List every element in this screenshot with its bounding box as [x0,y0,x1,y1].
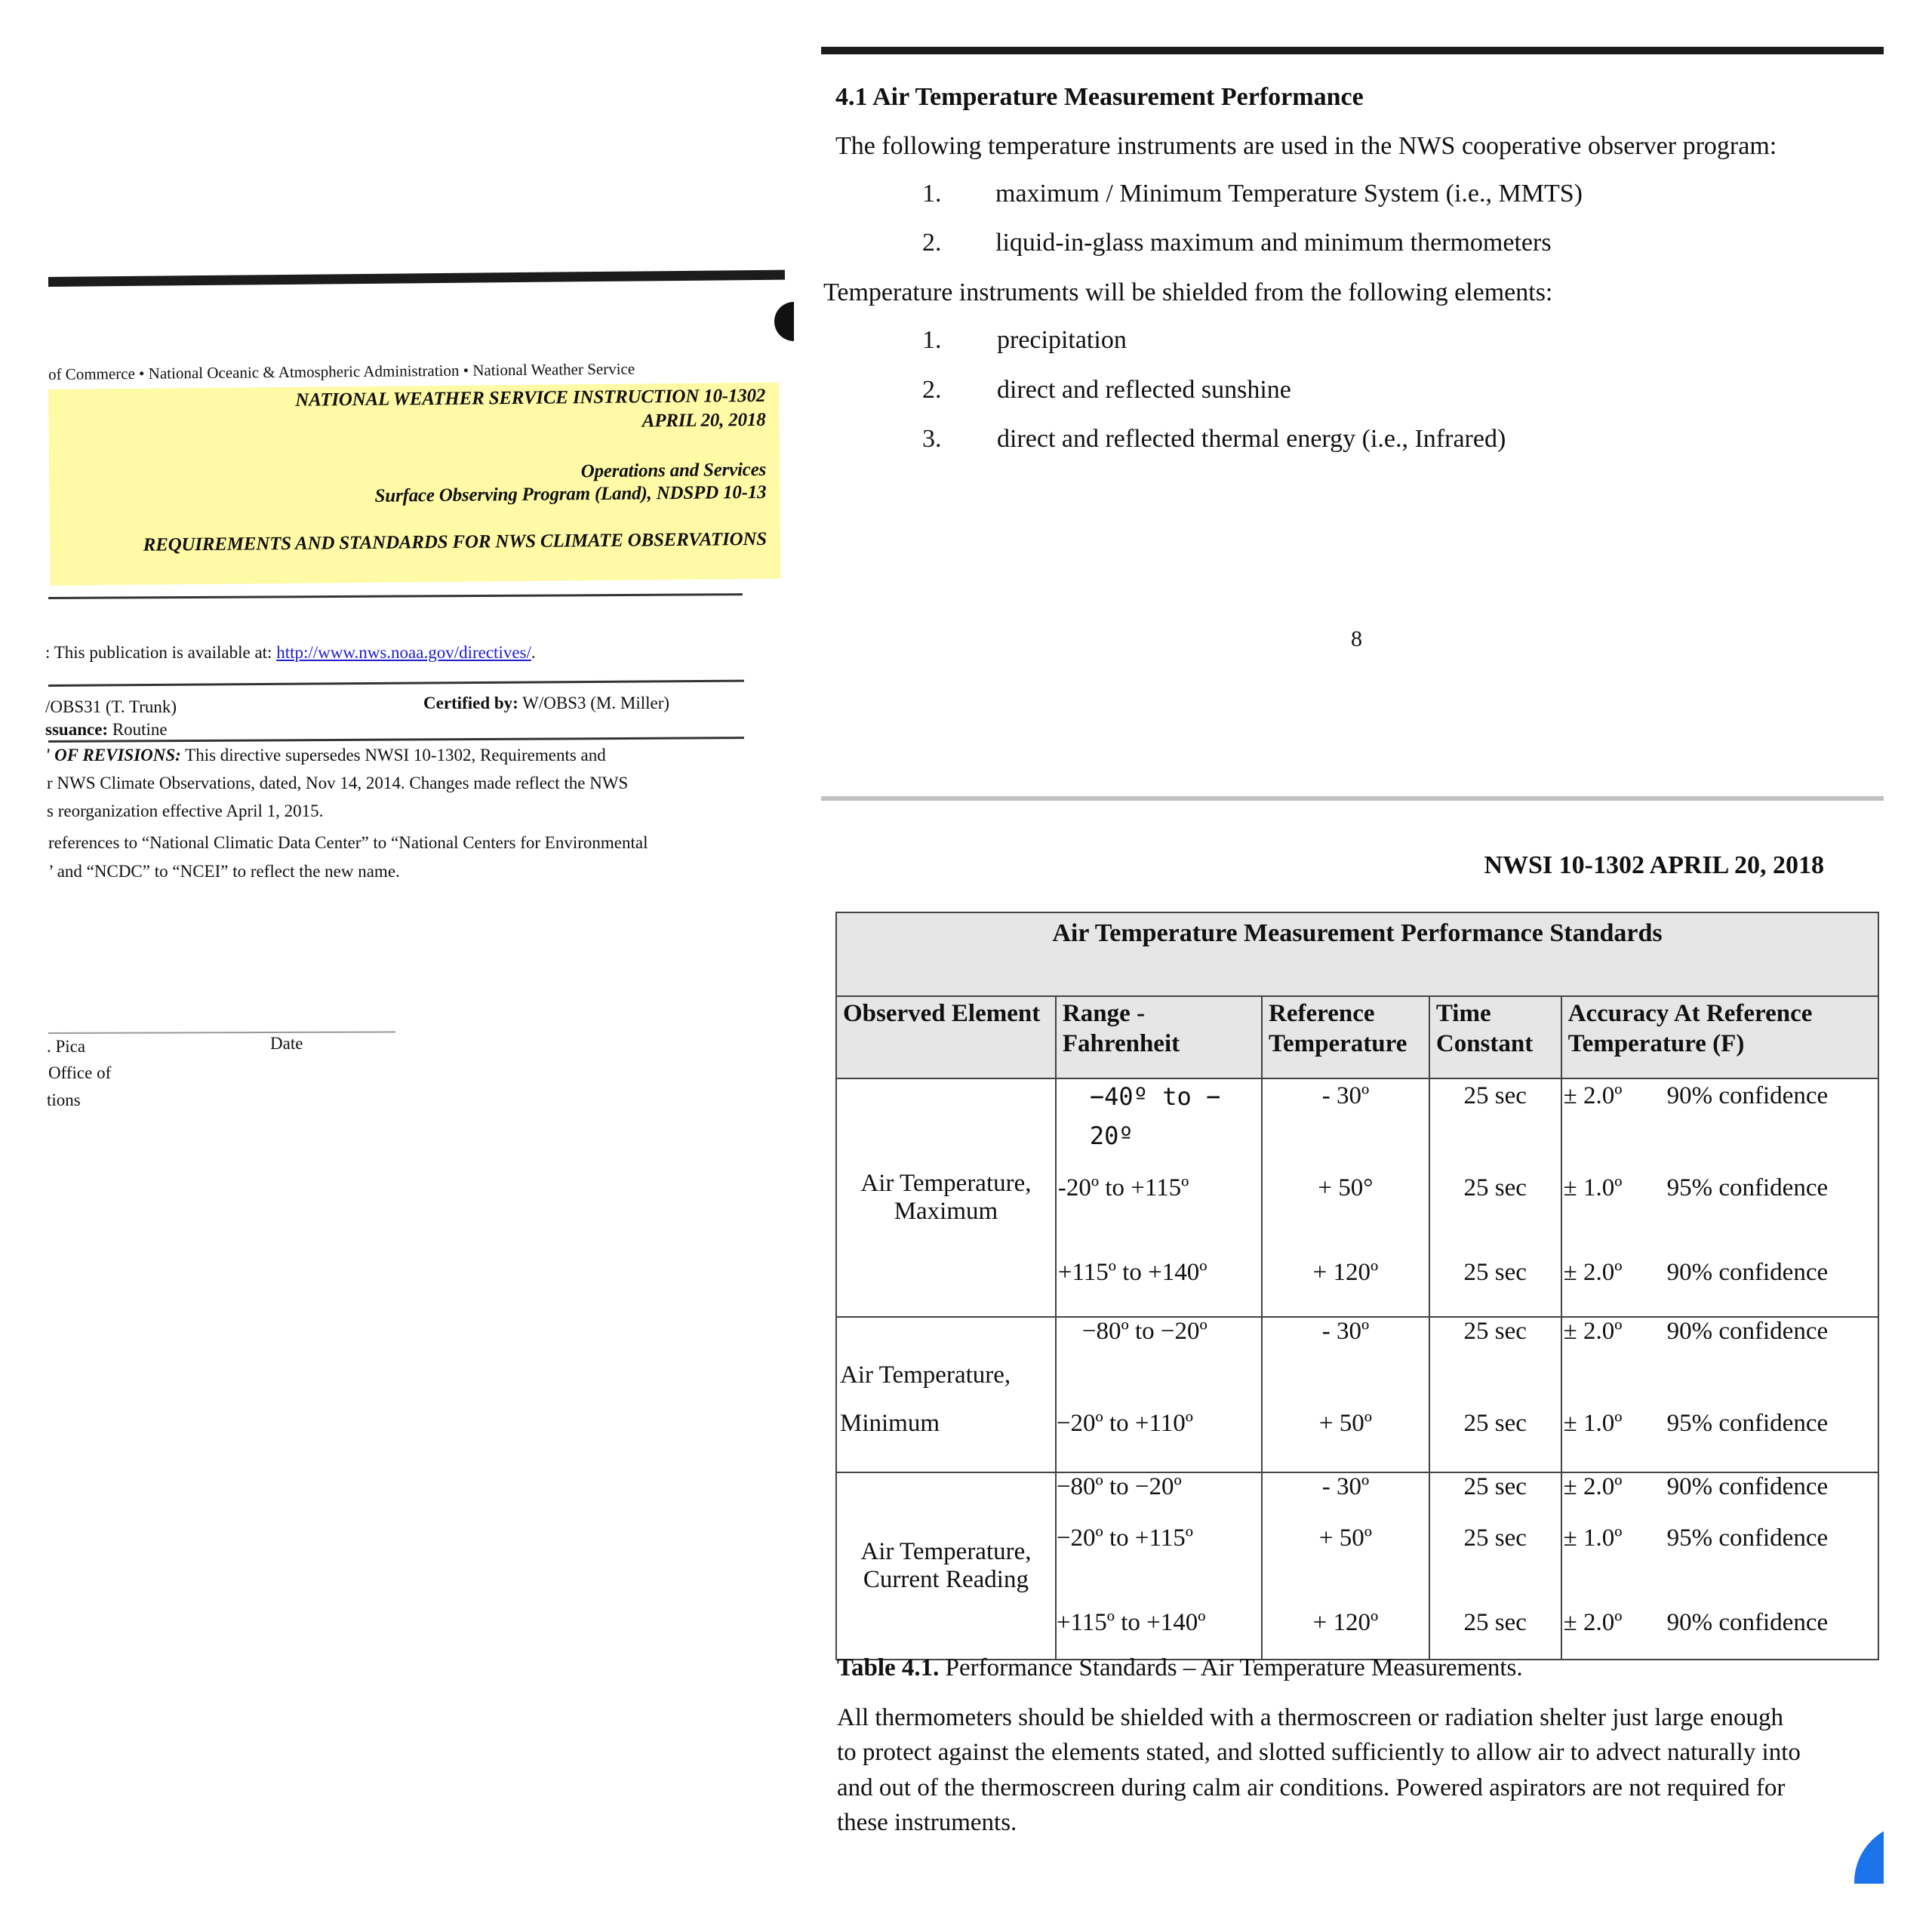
confidence-value: 90% confidence [1666,1609,1829,1636]
element-label: Air Temperature, [840,1361,1011,1389]
revisions-line-1 [45,746,606,765]
element-label: Minimum [840,1410,940,1437]
list-number: 2. [922,229,942,257]
revisions-line-3: s reorganization effective April 1, 2015. [47,801,324,820]
list-number: 3. [922,425,942,453]
reference-value: - 30º [1321,1473,1370,1500]
confidence-value: 90% confidence [1666,1318,1829,1345]
opr-line: /OBS31 (T. Trunk) [45,697,177,716]
divider [48,680,744,687]
header-rule-thick [48,270,785,287]
observed-element-current: Air Temperature, Current Reading [836,1472,1056,1660]
confidence-value: 90% confidence [1666,1259,1829,1286]
list-item: maximum / Minimum Temperature System (i.e., MMTS) [995,180,1583,208]
page-number: 8 [1351,626,1362,651]
certified-line [423,694,669,713]
availability-suffix: . [531,643,536,662]
reference-value: + 120º [1312,1259,1379,1286]
caption-text: Performance Standards – Air Temperature Measurements. [939,1654,1523,1681]
directives-link[interactable]: http://www.nws.noaa.gov/directives/ [276,643,531,662]
logo-fragment [774,302,794,341]
observed-element-minimum [836,1317,1056,1472]
observed-element-maximum: Air Temperature, Maximum [836,1078,1056,1317]
range-value: -20º to +115º [1057,1174,1189,1201]
page-top-rule [821,47,1884,54]
time-value: 25 sec [1463,1473,1527,1500]
reference-value: - 30º [1321,1318,1370,1345]
signer-office-cont: tions [47,1091,81,1109]
agency-line: of Commerce • National Oceanic & Atmospheric Administration • National Weather Service [48,359,635,383]
reference-cell [1262,1317,1429,1472]
availability-line [45,643,536,663]
shield-intro: Temperature instruments will be shielded from the following elements: [823,278,1553,306]
references-line-2: ’ and “NCDC” to “NCEI” to reflect the new name. [48,862,400,881]
list-item: direct and reflected sunshine [997,376,1291,404]
accuracy-value: ± 1.0º [1563,1524,1623,1552]
table-title: Air Temperature Measurement Performance Standards [836,912,1878,996]
signature-rule [48,1031,395,1034]
paragraph-line: to protect against the elements stated, and slotted sufficiently to allow air to advect naturally into [837,1739,1801,1766]
confidence-value: 90% confidence [1666,1473,1829,1500]
paragraph-line: All thermometers should be shielded with a thermoscreen or radiation shelter just large enough [837,1704,1783,1731]
accuracy-value: ± 2.0º [1563,1259,1623,1286]
table-row-group-maximum [836,1078,1878,1317]
revisions-label: ' OF REVISIONS: [45,746,181,764]
table-row-group-current [836,1472,1878,1660]
range-cell [1056,1472,1262,1660]
col-header-time-constant: Time Constant [1429,996,1561,1078]
reference-value: + 120º [1312,1609,1379,1636]
floating-action-button-edge[interactable] [1854,1823,1913,1884]
time-value: 25 sec [1463,1524,1527,1552]
list-number: 1. [922,180,942,208]
list-item: liquid-in-glass maximum and minimum thermometers [995,229,1552,257]
accuracy-cell [1561,1317,1878,1472]
paragraph-line: and out of the thermoscreen during calm air conditions. Powered aspirators are not required for [837,1774,1786,1801]
list-number: 1. [922,326,942,354]
range-cell [1056,1317,1262,1472]
performance-standards-table [835,912,1879,1660]
reference-value: + 50° [1318,1174,1374,1201]
accuracy-value: ± 2.0º [1563,1473,1623,1500]
revisions-line-2: r NWS Climate Observations, dated, Nov 14, 2014. Changes made reflect the NWS [47,774,629,792]
divider [48,593,743,599]
paragraph-line: these instruments. [837,1809,1017,1836]
range-value: +115º to +140º [1056,1609,1206,1636]
revisions-text: This directive supersedes NWSI 10-1302, Requirements and [180,746,606,764]
range-value: −20º to +110º [1056,1410,1194,1437]
table-title-row [836,912,1878,996]
reference-cell [1262,1472,1429,1660]
time-value: 25 sec [1463,1082,1527,1109]
page-break-divider [821,796,1884,801]
accuracy-value: ± 2.0º [1563,1082,1623,1109]
time-value: 25 sec [1463,1410,1527,1437]
time-value: 25 sec [1463,1259,1527,1286]
signer-name: . Pica [47,1037,86,1056]
confidence-value: 90% confidence [1666,1082,1829,1109]
instruction-date: APRIL 20, 2018 [641,409,766,432]
reference-cell [1262,1078,1429,1317]
time-cell [1429,1078,1561,1317]
accuracy-cell [1561,1078,1878,1317]
list-item: direct and reflected thermal energy (i.e., Infrared) [997,425,1506,453]
col-header-reference-temp: Reference Temperature [1262,996,1429,1078]
time-cell [1429,1317,1561,1472]
table-row-group-minimum [836,1317,1878,1472]
confidence-value: 95% confidence [1666,1174,1829,1201]
issuance-line [45,720,168,740]
accuracy-value: ± 2.0º [1563,1609,1623,1636]
signature-date-label: Date [270,1034,303,1053]
time-value: 25 sec [1463,1318,1527,1345]
accuracy-value: ± 2.0º [1563,1318,1623,1345]
range-value: −80º to −20º [1056,1473,1182,1500]
table-header-row [836,996,1878,1078]
references-line-1: references to “National Climatic Data Center” to “National Centers for Environmental [48,833,648,852]
intro-paragraph: The following temperature instruments are used in the NWS cooperative observer program: [835,132,1777,160]
accuracy-value: ± 1.0º [1563,1410,1623,1437]
list-number: 2. [922,376,942,404]
section-heading: 4.1 Air Temperature Measurement Performance [835,83,1364,111]
reference-value: - 30º [1321,1082,1370,1109]
time-value: 25 sec [1463,1174,1527,1201]
signer-office: Office of [48,1063,112,1082]
availability-prefix: : This publication is available at: [45,643,277,662]
time-value: 25 sec [1463,1609,1527,1636]
issuance-value: Routine [108,720,168,739]
confidence-value: 95% confidence [1666,1410,1829,1437]
reference-value: + 50º [1318,1410,1372,1437]
running-header: NWSI 10-1302 APRIL 20, 2018 [1484,851,1824,879]
caption-label: Table 4.1. [837,1654,940,1681]
accuracy-cell [1561,1472,1878,1660]
certified-value: W/OBS3 (M. Miller) [518,694,670,712]
range-cell [1056,1078,1262,1317]
certified-label: Certified by: [423,694,518,712]
range-value: −40º to − [1089,1082,1221,1111]
left-document-page [0,0,800,1932]
col-header-observed-element: Observed Element [836,996,1056,1078]
list-item: precipitation [997,326,1127,354]
range-value: +115º to +140º [1057,1259,1208,1286]
instruction-title: NATIONAL WEATHER SERVICE INSTRUCTION 10-1302 [295,385,766,411]
ops-services: Operations and Services [580,459,767,482]
col-header-accuracy: Accuracy At Reference Temperature (F) [1561,996,1878,1078]
col-header-range: Range - Fahrenheit [1056,996,1262,1078]
table-caption [837,1654,1523,1682]
issuance-label: ssuance: [45,720,109,739]
confidence-value: 95% confidence [1666,1524,1829,1552]
highlighted-title-block [48,383,780,586]
reference-value: + 50º [1318,1524,1372,1552]
range-value: −80º to −20º [1081,1318,1208,1345]
document-title: REQUIREMENTS AND STANDARDS FOR NWS CLIMATE OBSERVATIONS [143,528,768,555]
program-name: Surface Observing Program (Land), NDSPD 10-13 [374,481,767,506]
accuracy-value: ± 1.0º [1563,1174,1623,1201]
range-value-cont: 20º [1089,1121,1134,1150]
time-cell [1429,1472,1561,1660]
range-value: −20º to +115º [1056,1524,1194,1552]
